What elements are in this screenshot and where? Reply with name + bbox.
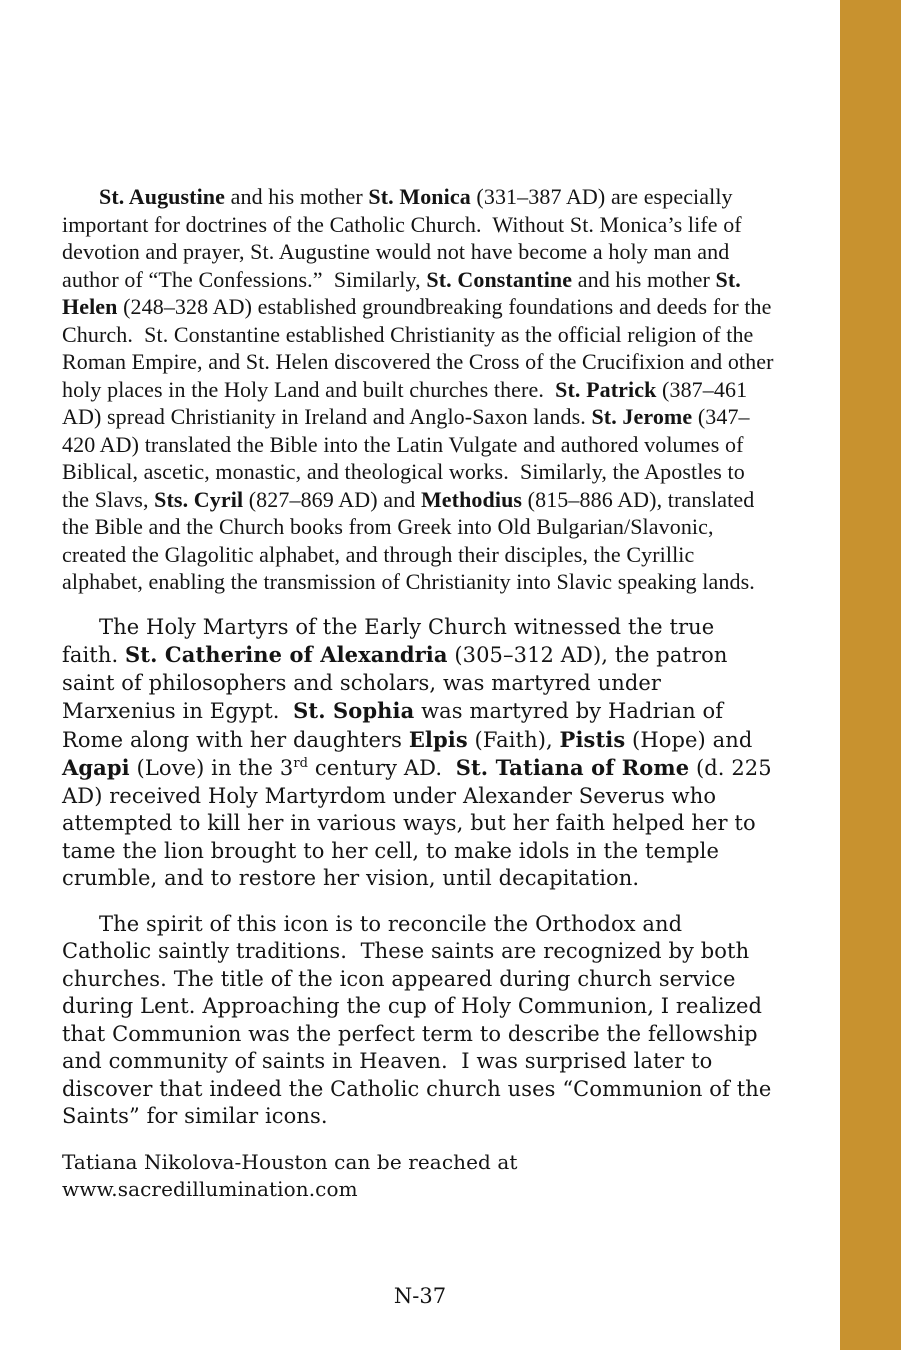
page-content — [62, 183, 776, 1204]
paragraph: The spirit of this icon is to reconcile the Orthodox and Catholic saintly traditions. These saints are recognized by both churches. The title of the icon appeared during church service during Lent. Approaching the cup of Holy Communion, I realized that Communion was the perfect term to describe the fellowship and community of saints in Heaven. I was surprised later to discover that indeed the Catholic church uses “Communion of the Saints” for similar icons. — [62, 911, 772, 1128]
page-number: N-37 — [393, 1284, 447, 1308]
contact-line: Tatiana Nikolova-Houston can be reached at www.sacredillumination.com — [62, 1149, 518, 1201]
body-text — [62, 183, 776, 1131]
gold-stripe — [840, 0, 901, 1350]
paragraph: St. Augustine and his mother St. Monica (331–387 AD) are especially important for doctrines of the Catholic Church. Without St. Monica’s life of devotion and prayer, St. Augustine would not have become a holy man and author of “The Confessions.” Similarly, St. Constantine and his mother St. Helen (248–328 AD) established groundbreaking foundations and deeds for the Church. St. Constantine established Christianity as the official religion of the Roman Empire, and St. Helen discovered the Cross of the Crucifixion and other holy places in the Holy Land and built churches there. St. Patrick (387–461 AD) spread Christianity in Ireland and Anglo-Saxon lands. St. Jerome (347–420 AD) translated the Bible into the Latin Vulgate and authored volumes of Biblical, ascetic, monastic, and theological works. Similarly, the Apostles to the Slavs, Sts. Cyril (827–869 AD) and Methodius (815–886 AD), translated the Bible and the Church books from Greek into Old Bulgarian/Slavonic, created the Glagolitic alphabet, and through their disciples, the Cyrillic alphabet, enabling the transmission of Christianity into Slavic speaking lands. — [62, 184, 774, 594]
paragraph: The Holy Martyrs of the Early Church witnessed the true faith. St. Catherine of Alexandria (305–312 AD), the patron saint of philosophers and scholars, was martyred under Marxenius in Egypt. St. Sophia was martyred by Hadrian of Rome along with her daughters Elpis (Faith), Pistis (Hope) and Agapi (Love) in the 3rd century AD. St. Tatiana of Rome (d. 225 AD) received Holy Martyrdom under Alexander Severus who attempted to kill her in various ways, but her faith helped her to tame the lion brought to her cell, to make idols in the temple crumble, and to restore her vision, until decapitation. — [62, 614, 772, 890]
